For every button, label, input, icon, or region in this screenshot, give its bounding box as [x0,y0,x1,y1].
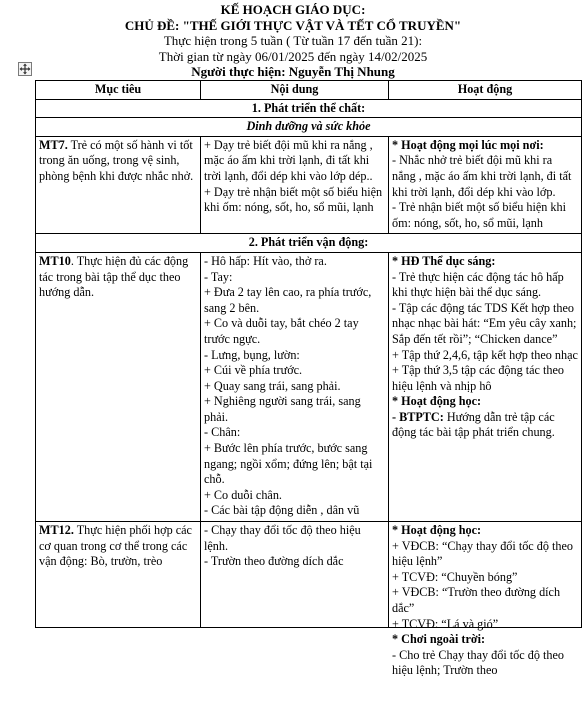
content-line: - Tay: [204,269,233,284]
subsection-nutrition-title: Dinh dưỡng và sức khỏe [36,118,582,137]
objective-text: Trẻ có một số hành vi tốt trong ăn uống, trong vệ sinh, phòng bệnh khi được nhắc nhở. [39,137,194,183]
content-line: + Nghiêng người sang trái, sang phải. [204,394,361,424]
header-muc-tieu: Mục tiêu [36,81,201,100]
content-line: + Co duỗi chân. [204,487,282,502]
section-row [36,99,582,118]
btptc-label: - BTPTC: [392,409,444,424]
activity-line: - Cho trẻ Chạy thay đổi tốc độ theo hiệu lệnh; Trườn theo [392,647,564,678]
activity-line: + TCVĐ: “Chuyền bóng” [392,569,518,584]
section-row [36,234,582,253]
content-line: - Chân: [204,425,241,440]
activity-line: - Nhắc nhở trẻ biết đội mũ khi ra nắng , mặc áo ấm khi trời lạnh, đi tất khi trời lạnh, đổi dép khi vào lớp. [392,153,572,199]
content-line: + Đưa 2 tay lên cao, ra phía trước, sang 2 bên. [204,285,372,315]
activity-heading: * Hoạt động học: [392,394,482,409]
content-line: + Bước lên phía trước, bước sang ngang; ngồi xổm; đứng lên; bật tại chỗ. [204,441,373,487]
content-line: + Dạy trẻ nhận biết một số biểu hiện khi ốm: nóng, sốt, ho, sổ mũi, lạnh [204,184,383,215]
education-plan-table [35,80,582,678]
activity-clip [392,523,578,678]
table-row-mt12 [36,522,582,628]
content-line: - Lưng, bụng, lườn: [204,347,300,362]
activity-heading: * Chơi ngoài trời: [392,632,486,647]
content-line: - Hô hấp: Hít vào, thở ra. [204,253,327,268]
section-physical-title: 1. Phát triển thể chất: [36,99,582,118]
duration-line: Thực hiện trong 5 tuần ( Từ tuần 17 đến tuần 21): [163,33,423,48]
header-hoat-dong: Hoạt động [389,81,582,100]
content-line: - Trườn theo đường dích dắc [204,554,344,569]
subsection-row [36,118,582,137]
topic-title: CHỦ ĐỀ: "THẾ GIỚI THỰC VẬT VÀ TẾT CỔ TRUYỀN" [124,17,462,33]
plan-title: KẾ HOẠCH GIÁO DỤC: [220,2,366,17]
table-move-handle-icon[interactable] [18,62,32,76]
date-range-line: Thời gian từ ngày 06/01/2025 đến ngày 14/02/2025 [158,48,428,64]
objective-code: MT7. [39,137,68,152]
author-line: Người thực hiện: Nguyễn Thị Nhung [191,64,395,79]
activity-cell [389,522,582,678]
header-noi-dung: Nội dung [201,81,389,100]
document-header [0,2,586,80]
activity-line: + Tập thứ 3,5 tập các động tác theo hiệu lệnh và nhịp hô [392,363,564,393]
activity-heading: * Hoạt động mọi lúc mọi nơi: [392,137,544,152]
activity-line [392,410,578,441]
table-row-mt10 [36,252,582,521]
content-line: + Quay sang trái, sang phải. [204,378,341,393]
activity-line: + TCVĐ: “Lá và gió” [392,616,499,631]
objective-code: MT10 [39,253,71,268]
activity-line: + VĐCB: “Chạy thay đổi tốc độ theo hiệu lệnh” [392,538,573,569]
content-line: - Chạy thay đổi tốc độ theo hiệu lệnh. [204,523,361,553]
table-row-mt7 [36,136,582,234]
content-line: - Các bài tập động diễn , dân vũ [204,503,360,518]
activity-cell [389,136,582,234]
objective-text: Thực hiện phối hợp các cơ quan trong cơ thể trong các vận động: Bò, trườn, trèo [39,523,192,569]
content-cell [201,136,389,234]
section-motor-title: 2. Phát triển vận động: [36,234,582,253]
btptc-text: Hướng dẫn trẻ tập các động tác bài tập phát triển chung. [392,409,555,440]
content-cell [201,522,389,628]
objective-cell [36,136,201,234]
objective-text: . Thực hiện đủ các động tác trong bài tập thể dục theo hướng dẫn. [39,253,189,300]
objective-cell [36,522,201,628]
activity-line: - Trẻ thực hiện các động tác hô hấp khi thực hiện bài thể dục sáng. [392,269,564,300]
activity-cell [389,252,582,521]
content-line: + Co và duỗi tay, bắt chéo 2 tay trước ngực. [204,316,359,346]
content-cell [201,252,389,521]
activity-line: - Trẻ nhận biết một số biểu hiện khi ốm: nóng, sốt, ho, sổ mũi, lạnh [392,200,566,230]
activity-heading: * HĐ Thể dục sáng: [392,253,496,268]
activity-heading: * Hoạt động học: [392,523,482,538]
activity-line: - Tập các động tác TDS Kết hợp theo nhạc nhạc bài hát: “Em yêu cây xanh; Sắp đến tết rồi”; “Chicken dance” [392,300,577,346]
content-line: + Cúi về phía trước. [204,363,303,378]
table-header-row [36,81,582,100]
objective-code: MT12. [39,523,74,538]
activity-line: + VĐCB: “Trườn theo đường dích dắc” [392,585,561,615]
content-line: + Dạy trẻ biết đội mũ khi ra nắng , mặc áo ấm khi trời lạnh, đi tất khi trời lạnh, đổi dép khi vào lớp dép.. [204,137,373,183]
activity-line: + Tập thứ 2,4,6, tập kết hợp theo nhạc [392,347,578,362]
objective-cell [36,252,201,521]
